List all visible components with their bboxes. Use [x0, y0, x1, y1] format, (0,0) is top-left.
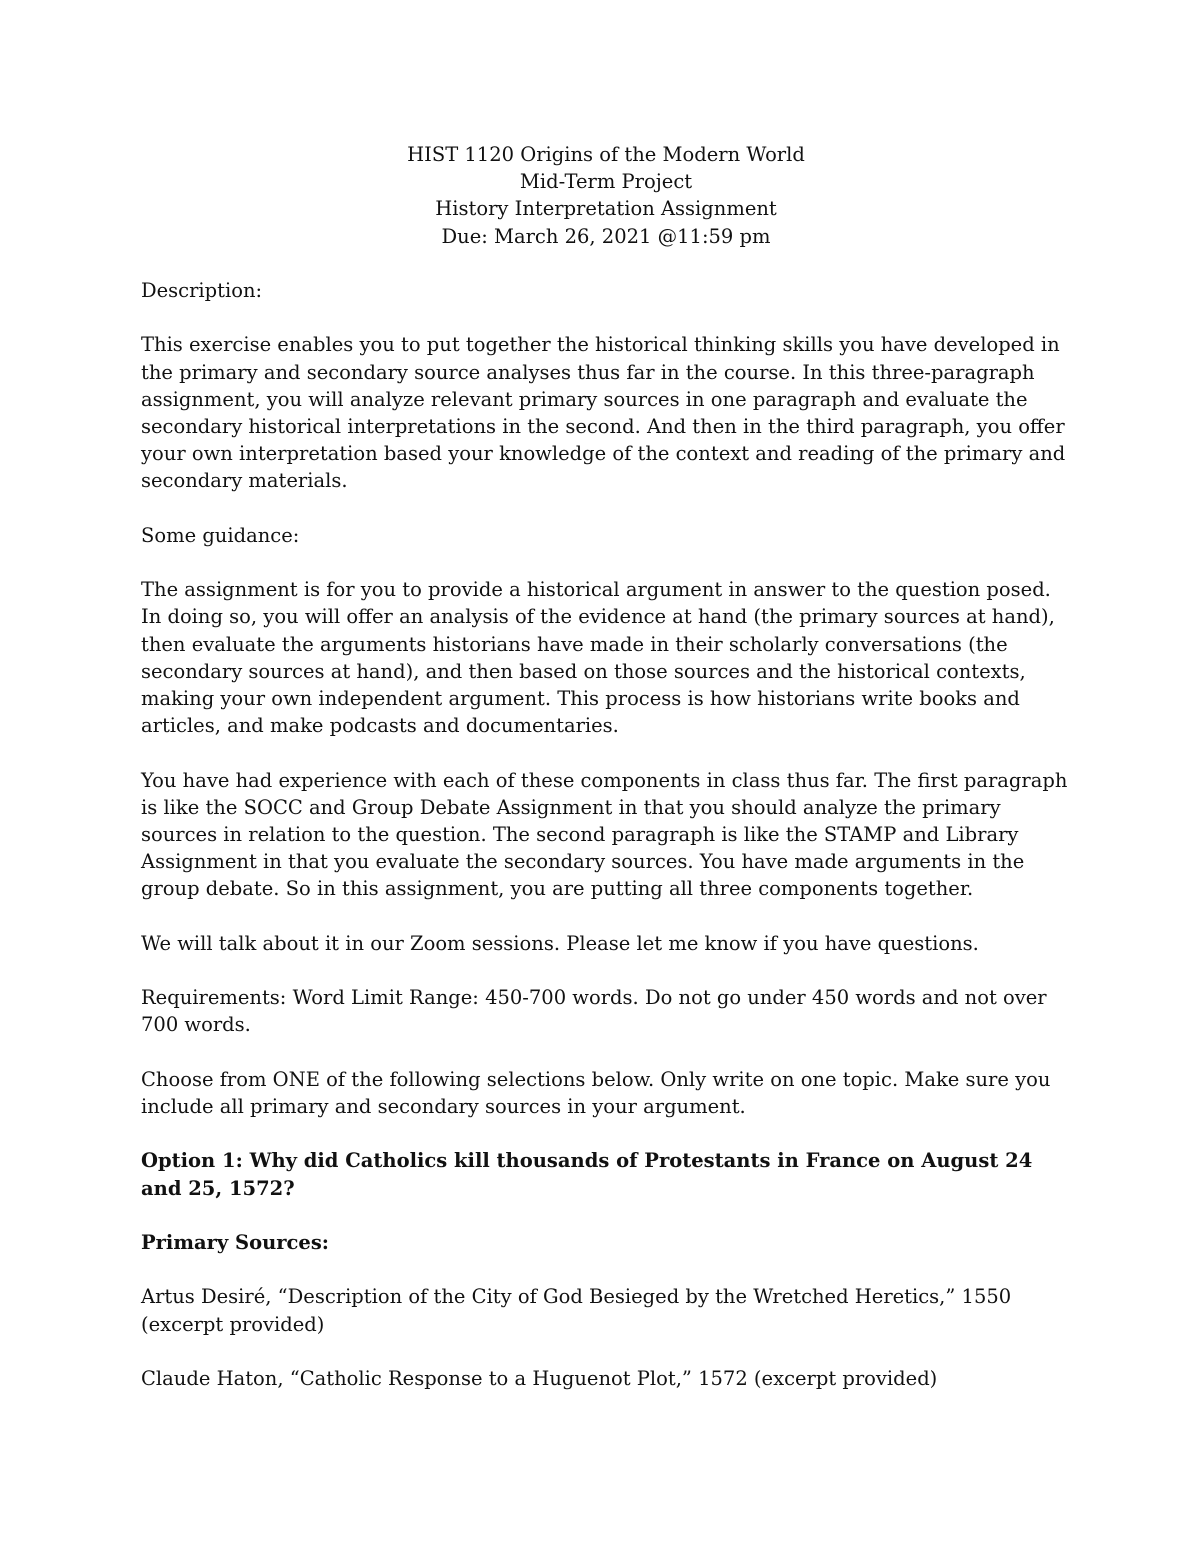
requirements-paragraph: Requirements: Word Limit Range: 450-700 words. Do not go under 450 words and not over 700 words. [141, 986, 1047, 1037]
guidance-paragraph: The assignment is for you to provide a historical argument in answer to the question posed. In doing so, you will offer an analysis of the evidence at hand (the primary sources at hand), then evaluate the arguments historians have made in their scholarly conversations (the secondary sources at hand), and then based on those sources and the historical contexts, making your own independent argument. This process is how historians write books and articles, and make podcasts and documentaries. [141, 578, 1055, 738]
source-item-1: Artus Desiré, “Description of the City of God Besieged by the Wretched Heretics,” 1550 (excerpt provided) [141, 1285, 1012, 1336]
source-item-2: Claude Haton, “Catholic Response to a Huguenot Plot,” 1572 (excerpt provided) [141, 1366, 938, 1390]
project-title: Mid-Term Project [519, 170, 693, 194]
assignment-title: History Interpretation Assignment [435, 197, 777, 221]
choose-paragraph: Choose from ONE of the following selections below. Only write on one topic. Make sure you include all primary and secondary sources in your argument. [141, 1067, 1051, 1118]
guidance-label: Some guidance: [141, 523, 300, 547]
description-paragraph: This exercise enables you to put together the historical thinking skills you have developed in the primary and secondary source analyses thus far in the course. In this three-paragraph assignment, you will analyze relevant primary sources in one paragraph and evaluate the secondary historical interpretations in the second. And then in the third paragraph, you offer your own interpretation based your knowledge of the context and reading of the primary and secondary materials. [141, 333, 1066, 493]
primary-sources-heading: Primary Sources: [141, 1230, 330, 1254]
course-title: HIST 1120 Origins of the Modern World [407, 143, 805, 166]
document-header [141, 141, 1071, 250]
zoom-paragraph: We will talk about it in our Zoom sessions. Please let me know if you have questions. [141, 931, 979, 955]
experience-paragraph: You have had experience with each of these components in class thus far. The first paragraph is like the SOCC and Group Debate Assignment in that you should analyze the primary sources in relation to the question. The second paragraph is like the STAMP and Library Assignment in that you evaluate the secondary sources. You have made arguments in the group debate. So in this assignment, you are putting all three components together. [141, 768, 1068, 901]
option-1-heading: Option 1: Why did Catholics kill thousands of Protestants in France on August 24 and 25, 1572? [141, 1149, 1033, 1200]
due-date: Due: March 26, 2021 @11:59 pm [441, 224, 771, 248]
document-page [141, 141, 1071, 1419]
description-label: Description: [141, 279, 263, 302]
